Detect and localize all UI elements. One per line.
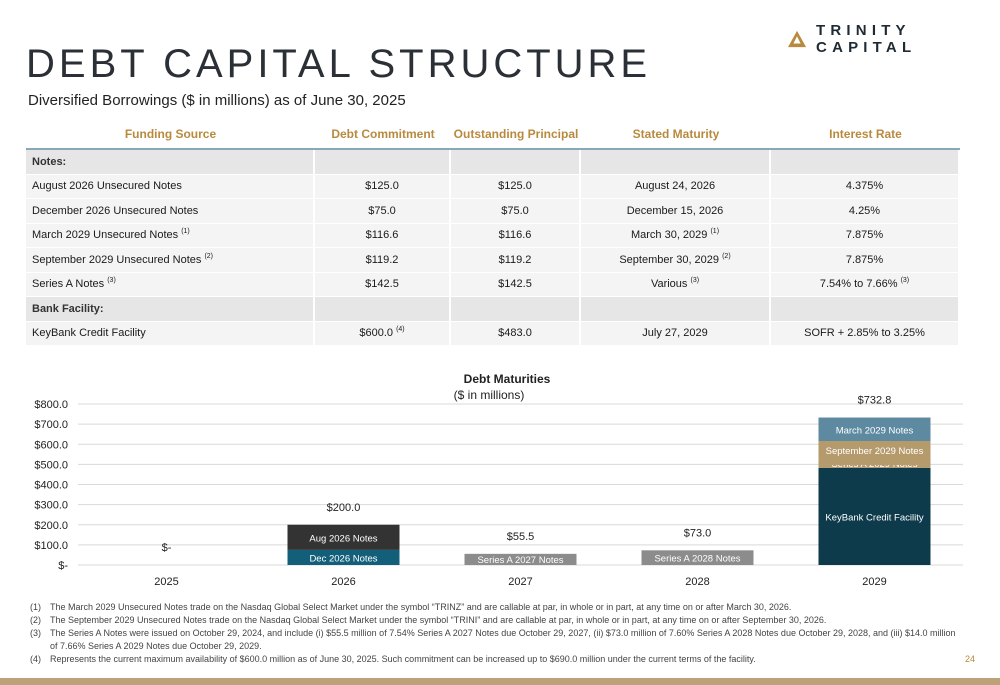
stated-maturity — [581, 199, 771, 224]
footnote-number: (4) — [30, 654, 41, 664]
footnote — [30, 627, 960, 653]
debt-commitment — [315, 224, 451, 249]
section-cell — [315, 150, 451, 175]
footnote-text: The September 2029 Unsecured Notes trade on the Nasdaq Global Select Market under the symbol “TRINI” and are callable at par, in whole or in part, at any time on or after September 30, 2026. — [50, 615, 827, 625]
segment-label: Dec 2026 Notes — [309, 553, 378, 565]
debt-commitment-text: $125.0 — [365, 180, 399, 193]
interest-rate — [771, 248, 960, 273]
segment-label: Series A 2028 Notes — [654, 553, 741, 565]
stated-maturity-text: July 27, 2029 — [642, 327, 708, 340]
interest-rate — [771, 199, 960, 224]
footnote — [30, 601, 960, 614]
outstanding-principal — [451, 199, 581, 224]
footnotes — [30, 601, 960, 666]
funding-source-text: March 2029 Unsecured Notes — [32, 229, 179, 242]
outstanding-principal-text: $483.0 — [498, 327, 532, 340]
outstanding-principal — [451, 322, 581, 347]
triangle-logo-icon — [788, 30, 806, 48]
x-tick-label: 2027 — [508, 576, 533, 588]
footnote-ref: (4) — [396, 326, 405, 334]
segment-label: Series A 2027 Notes — [477, 554, 564, 566]
footnote-number: (2) — [30, 615, 41, 625]
column-header: Funding Source — [26, 120, 315, 150]
funding-source — [26, 199, 315, 224]
footnote — [30, 653, 960, 666]
footnote-number: (3) — [30, 628, 41, 638]
outstanding-principal-text: $75.0 — [501, 204, 529, 217]
footnote — [30, 614, 960, 627]
interest-rate-text: 7.875% — [845, 253, 884, 266]
total-data-label: $73.0 — [683, 527, 712, 540]
debt-commitment — [315, 248, 451, 273]
interest-rate — [771, 322, 960, 347]
chart-subtitle: ($ in millions) — [453, 388, 525, 402]
footnote-text: The March 2029 Unsecured Notes trade on the Nasdaq Global Select Market under the symbol “TRINZ” and are callable at par, in whole or in part, at any time on or after March 30, 2026. — [50, 602, 792, 612]
section-cell — [581, 297, 771, 322]
funding-source — [26, 273, 315, 298]
debt-commitment — [315, 175, 451, 200]
segment-label: March 2029 Notes — [835, 425, 914, 437]
outstanding-principal-text: $142.5 — [498, 278, 532, 291]
bottom-accent-bar — [0, 678, 1000, 685]
segment-label: KeyBank Credit Facility — [825, 512, 924, 524]
outstanding-principal — [451, 273, 581, 298]
section-cell — [771, 297, 960, 322]
stated-maturity-text: Various — [650, 278, 688, 291]
y-tick-label: $200.0 — [34, 519, 68, 532]
outstanding-principal — [451, 224, 581, 249]
table-body — [26, 150, 960, 346]
footnote-ref: (3) — [900, 277, 910, 285]
y-tick-label: $400.0 — [34, 479, 68, 492]
total-data-label: $55.5 — [506, 530, 535, 543]
footnote-ref: (3) — [107, 277, 116, 285]
section-cell: Notes: — [26, 150, 315, 175]
outstanding-principal-text: $116.6 — [498, 229, 532, 242]
page-subtitle: Diversified Borrowings ($ in millions) as of June 30, 2025 — [28, 92, 406, 109]
funding-source — [26, 175, 315, 200]
table-row — [26, 322, 960, 347]
column-header: Outstanding Principal — [451, 120, 581, 150]
footnote-ref: (3) — [690, 277, 700, 285]
page-title: DEBT CAPITAL STRUCTURE — [26, 42, 652, 86]
section-cell — [581, 150, 771, 175]
debt-commitment-text: $75.0 — [368, 204, 396, 217]
table-row — [26, 248, 960, 273]
table-row — [26, 273, 960, 298]
section-cell: Bank Facility: — [26, 297, 315, 322]
y-tick-label: $700.0 — [34, 419, 68, 432]
y-tick-label: $- — [58, 560, 68, 572]
column-header: Stated Maturity — [581, 120, 771, 150]
debt-commitment-text: $116.6 — [365, 229, 399, 242]
total-data-label: $732.8 — [857, 394, 892, 407]
stated-maturity — [581, 273, 771, 298]
footnote-ref: (2) — [204, 252, 214, 260]
interest-rate-text: SOFR + 2.85% to 3.25% — [804, 327, 925, 340]
interest-rate-text: 4.375% — [845, 180, 884, 193]
section-cell — [315, 297, 451, 322]
debt-table — [26, 120, 960, 346]
interest-rate-text: 7.875% — [845, 229, 884, 242]
footnote-text: Represents the current maximum availability of $600.0 million as of June 30, 2025. Such commitment can be increased up to $690.0 million under the current terms of the facility. — [50, 654, 756, 664]
total-data-label: $- — [161, 542, 172, 554]
funding-source — [26, 322, 315, 347]
table-row — [26, 224, 960, 249]
y-tick-label: $300.0 — [34, 499, 68, 512]
funding-source-text: December 2026 Unsecured Notes — [32, 204, 199, 217]
y-tick-label: $600.0 — [34, 439, 68, 452]
stated-maturity-text: December 15, 2026 — [626, 204, 724, 217]
stated-maturity-text: August 24, 2026 — [634, 180, 716, 193]
outstanding-principal — [451, 175, 581, 200]
debt-commitment — [315, 273, 451, 298]
funding-source — [26, 248, 315, 273]
x-tick-label: 2028 — [685, 576, 710, 588]
interest-rate-text: 7.54% to 7.66% — [819, 278, 898, 291]
outstanding-principal-text: $119.2 — [498, 253, 532, 266]
section-cell — [771, 150, 960, 175]
funding-source-text: September 2029 Unsecured Notes — [32, 253, 202, 266]
footnote-text: The Series A Notes were issued on October 29, 2024, and include (i) $55.5 million of 7.54% Series A 2027 Notes due October 29, 2027, (ii) $73.0 million of 7.60% Series A 2028 Notes due October 29, 2028, and (iii) $14.0 million of 7.66% Series A 2029 Notes due October 29, 2029. — [50, 628, 956, 651]
stated-maturity-text: September 30, 2029 — [619, 253, 720, 266]
interest-rate — [771, 175, 960, 200]
footnote-number: (1) — [30, 602, 41, 612]
debt-commitment-text: $142.5 — [365, 278, 399, 291]
footnote-ref: (2) — [722, 252, 731, 260]
x-tick-label: 2029 — [862, 576, 887, 588]
segment-label: September 2029 Notes — [825, 445, 924, 457]
section-notes — [26, 150, 960, 175]
stated-maturity-text: March 30, 2029 — [630, 229, 708, 242]
debt-commitment — [315, 199, 451, 224]
footnote-ref: (1) — [710, 228, 720, 236]
x-tick-label: 2026 — [331, 576, 356, 588]
table-header-row — [26, 120, 960, 150]
trinity-capital-logo — [788, 22, 1000, 56]
section-cell — [451, 150, 581, 175]
page-number: 24 — [965, 654, 976, 664]
segment-label: Aug 2026 Notes — [309, 533, 378, 545]
brand-name: TRINITY CAPITAL — [816, 22, 917, 56]
section-cell — [451, 297, 581, 322]
total-data-label: $200.0 — [326, 501, 361, 514]
outstanding-principal — [451, 248, 581, 273]
funding-source-text: KeyBank Credit Facility — [32, 327, 146, 340]
column-header: Interest Rate — [771, 120, 960, 150]
interest-rate — [771, 224, 960, 249]
y-tick-label: $500.0 — [34, 459, 68, 472]
funding-source-text: August 2026 Unsecured Notes — [32, 180, 182, 193]
debt-commitment-text: $600.0 — [359, 327, 394, 340]
debt-maturities-chart — [0, 366, 1000, 596]
stated-maturity — [581, 322, 771, 347]
x-tick-label: 2025 — [154, 576, 179, 588]
section-bank-facility — [26, 297, 960, 322]
stated-maturity — [581, 224, 771, 249]
stated-maturity — [581, 248, 771, 273]
chart-title: Debt Maturities — [463, 372, 551, 386]
outstanding-principal-text: $125.0 — [498, 180, 532, 193]
column-header: Debt Commitment — [315, 120, 451, 150]
debt-commitment-text: $119.2 — [365, 253, 399, 266]
interest-rate — [771, 273, 960, 298]
footnote-ref: (1) — [181, 228, 190, 236]
y-tick-label: $100.0 — [34, 539, 68, 552]
debt-commitment — [315, 322, 451, 347]
stated-maturity — [581, 175, 771, 200]
funding-source — [26, 224, 315, 249]
table-row — [26, 199, 960, 224]
funding-source-text: Series A Notes — [32, 278, 105, 291]
y-tick-label: $800.0 — [34, 399, 68, 411]
interest-rate-text: 4.25% — [848, 204, 881, 217]
table-row — [26, 175, 960, 200]
